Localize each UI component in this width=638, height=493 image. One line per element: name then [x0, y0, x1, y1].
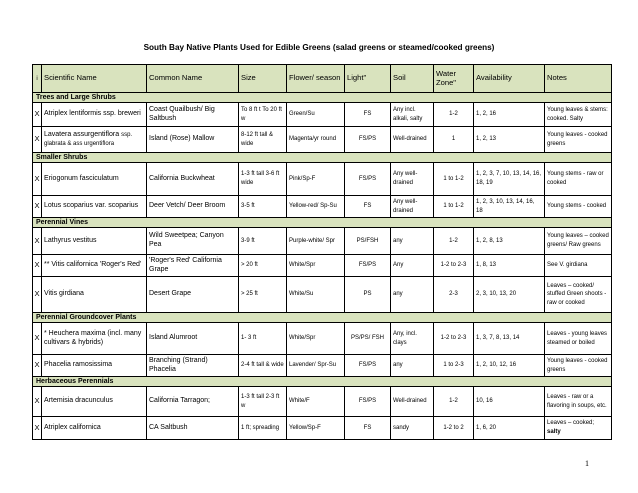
scientific-name: Atriplex californica: [42, 417, 147, 440]
availability: 1, 6, 20: [474, 417, 545, 440]
light: FS: [345, 417, 391, 440]
scientific-name: Artemisia dracunculus: [42, 387, 147, 417]
section-smaller-shrubs: Smaller Shrubs: [33, 153, 612, 163]
section-vines: Perennial Vines: [33, 218, 612, 228]
notes: Leaves - raw or a flavoring in soups, etc.: [545, 387, 612, 417]
common-name: Desert Grape: [147, 277, 239, 313]
common-name: Island (Rose) Mallow: [147, 127, 239, 153]
notes: Young leaves - cooked greens: [545, 127, 612, 153]
light: FS: [345, 196, 391, 218]
table-header: [33, 65, 612, 93]
section-herbaceous: Herbaceous Perennials: [33, 377, 612, 387]
row-check: X: [33, 228, 42, 255]
header-size: Size: [239, 65, 287, 93]
water-zone: 1 to 2-3: [434, 355, 474, 377]
notes: Young stems - cooked: [545, 196, 612, 218]
water-zone: 1-2: [434, 103, 474, 127]
availability: 1, 3, 7, 8, 13, 14: [474, 323, 545, 355]
flower-season: White/Su: [287, 277, 345, 313]
soil: Any well-drained: [391, 196, 434, 218]
availability: 1, 2, 3, 7, 10, 13, 14, 16, 18, 19: [474, 163, 545, 196]
table-row: [33, 277, 612, 313]
table-row: [33, 387, 612, 417]
notes: Young leaves & stems: cooked. Salty: [545, 103, 612, 127]
size: 2-4 ft tall & wide: [239, 355, 287, 377]
water-zone: 1-2 to 2: [434, 417, 474, 440]
availability: 1, 2, 16: [474, 103, 545, 127]
common-name: Branching (Strand) Phacelia: [147, 355, 239, 377]
flower-season: Magenta/yr round: [287, 127, 345, 153]
size: > 25 ft: [239, 277, 287, 313]
notes: Young leaves – cooked greens/ Raw greens: [545, 228, 612, 255]
light: FS/PS: [345, 255, 391, 277]
row-check: X: [33, 127, 42, 153]
flower-season: Purple-white/ Spr: [287, 228, 345, 255]
light: FS/PS: [345, 127, 391, 153]
flower-season: Lavender/ Spr-Su: [287, 355, 345, 377]
row-check: X: [33, 355, 42, 377]
plants-table: [32, 64, 612, 440]
size: 3-9 ft: [239, 228, 287, 255]
size: 1 ft; spreading: [239, 417, 287, 440]
row-check: X: [33, 277, 42, 313]
table-row: [33, 103, 612, 127]
availability: 1, 2, 13: [474, 127, 545, 153]
soil: any: [391, 355, 434, 377]
row-check: X: [33, 417, 42, 440]
scientific-name: Lavatera assurgentiflora ssp. glabrata & ass urgentiflora: [42, 127, 147, 153]
soil: Well-drained: [391, 127, 434, 153]
soil: Well-drained: [391, 387, 434, 417]
common-name: Deer Vetch/ Deer Broom: [147, 196, 239, 218]
soil: Any: [391, 255, 434, 277]
light: PS/PS/ FSH: [345, 323, 391, 355]
flower-season: White/Spr: [287, 255, 345, 277]
availability: 10, 16: [474, 387, 545, 417]
light: FS: [345, 103, 391, 127]
light: FS/PS: [345, 163, 391, 196]
light: PS/FSH: [345, 228, 391, 255]
notes: See V. girdiana: [545, 255, 612, 277]
scientific-name: Eriogonum fasciculatum: [42, 163, 147, 196]
availability: 1, 2, 10, 12, 16: [474, 355, 545, 377]
common-name: Wild Sweetpea; Canyon Pea: [147, 228, 239, 255]
size: 8-12 ft tall & wide: [239, 127, 287, 153]
header-availability: Availability: [474, 65, 545, 93]
soil: any: [391, 277, 434, 313]
table-row: [33, 255, 612, 277]
scientific-name: Vitis girdiana: [42, 277, 147, 313]
table-row: [33, 355, 612, 377]
notes: Young stems - raw or cooked: [545, 163, 612, 196]
flower-season: Yellow/Sp-F: [287, 417, 345, 440]
row-check: X: [33, 196, 42, 218]
size: 1- 3 ft: [239, 323, 287, 355]
availability: 1, 2, 3, 10, 13, 14, 16, 18: [474, 196, 545, 218]
size: 3-5 ft: [239, 196, 287, 218]
soil: sandy: [391, 417, 434, 440]
flower-season: White/Spr: [287, 323, 345, 355]
common-name: CA Saltbush: [147, 417, 239, 440]
size: To 8 ft t To 20 ft w: [239, 103, 287, 127]
water-zone: 1 to 1-2: [434, 163, 474, 196]
water-zone: 1-2 to 2-3: [434, 255, 474, 277]
soil: Any well-drained: [391, 163, 434, 196]
header-light: Light": [345, 65, 391, 93]
scientific-name: Phacelia ramosissima: [42, 355, 147, 377]
common-name: California Tarragon;: [147, 387, 239, 417]
header-check: i: [33, 65, 42, 93]
light: FS/PS: [345, 355, 391, 377]
header-soil: Soil: [391, 65, 434, 93]
flower-season: Pink/Sp-F: [287, 163, 345, 196]
row-check: X: [33, 323, 42, 355]
light: FS/PS: [345, 387, 391, 417]
size: > 20 ft: [239, 255, 287, 277]
scientific-name: Atriplex lentiformis ssp. breweri: [42, 103, 147, 127]
row-check: X: [33, 163, 42, 196]
notes: Leaves - young leaves steamed or boiled: [545, 323, 612, 355]
water-zone: 2-3: [434, 277, 474, 313]
section-trees: Trees and Large Shrubs: [33, 93, 612, 103]
water-zone: 1-2: [434, 387, 474, 417]
page-title: South Bay Native Plants Used for Edible Greens (salad greens or steamed/cooked greens): [143, 43, 495, 52]
availability: 2, 3, 10, 13, 20: [474, 277, 545, 313]
common-name: 'Roger's Red' California Grape: [147, 255, 239, 277]
notes: Young leaves - cooked greens: [545, 355, 612, 377]
header-common: Common Name: [147, 65, 239, 93]
header-scientific: Scientific Name: [42, 65, 147, 93]
water-zone: 1-2: [434, 228, 474, 255]
scientific-name: * Heuchera maxima (incl. many cultivars & hybrids): [42, 323, 147, 355]
section-groundcover: Perennial Groundcover Plants: [33, 313, 612, 323]
scientific-name: ** Vitis californica 'Roger's Red': [42, 255, 147, 277]
row-check: X: [33, 103, 42, 127]
common-name: Island Alumroot: [147, 323, 239, 355]
table-row: [33, 228, 612, 255]
header-flower: Flower/ season: [287, 65, 345, 93]
size: 1-3 ft tall 2-3 ft w: [239, 387, 287, 417]
water-zone: 1-2 to 2-3: [434, 323, 474, 355]
water-zone: 1 to 1-2: [434, 196, 474, 218]
page-number: 1: [585, 459, 589, 468]
soil: Any, incl. clays: [391, 323, 434, 355]
availability: 1, 8, 13: [474, 255, 545, 277]
water-zone: 1: [434, 127, 474, 153]
availability: 1, 2, 8, 13: [474, 228, 545, 255]
header-water: Water Zone": [434, 65, 474, 93]
notes: Leaves – cooked; salty: [545, 417, 612, 440]
flower-season: Green/Su: [287, 103, 345, 127]
size: 1-3 ft tall 3-6 ft wide: [239, 163, 287, 196]
soil: any: [391, 228, 434, 255]
header-notes: Notes: [545, 65, 612, 93]
common-name: Coast Quailbush/ Big Saltbush: [147, 103, 239, 127]
light: PS: [345, 277, 391, 313]
scientific-name: Lathyrus vestitus: [42, 228, 147, 255]
common-name: California Buckwheat: [147, 163, 239, 196]
table-row: [33, 417, 612, 440]
table-row: [33, 323, 612, 355]
flower-season: Yellow-red/ Sp-Su: [287, 196, 345, 218]
row-check: X: [33, 255, 42, 277]
table-row: [33, 127, 612, 153]
soil: Any incl. alkali, salty: [391, 103, 434, 127]
notes: Leaves – cooked/ stuffed Green shoots - raw or cooked: [545, 277, 612, 313]
table-row: [33, 196, 612, 218]
scientific-name: Lotus scoparius var. scoparius: [42, 196, 147, 218]
row-check: X: [33, 387, 42, 417]
flower-season: White/F: [287, 387, 345, 417]
table-row: [33, 163, 612, 196]
